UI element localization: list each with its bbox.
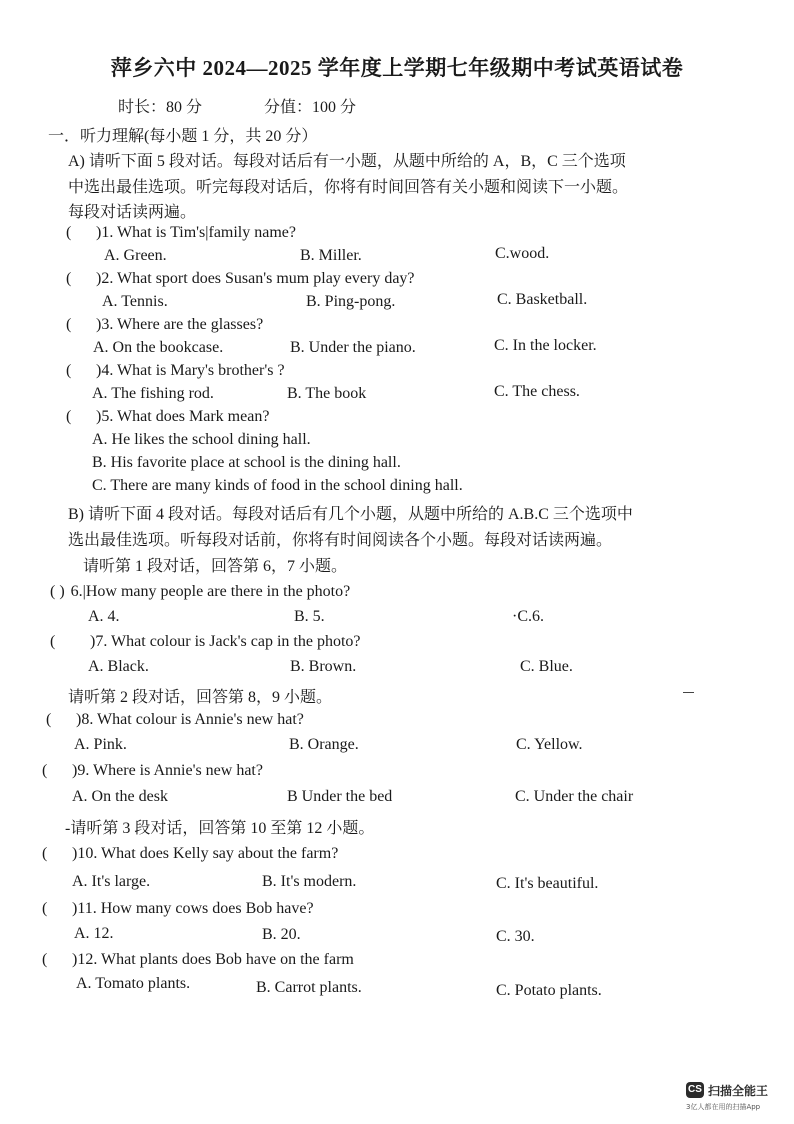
watermark-name: 扫描全能王 bbox=[708, 1084, 769, 1098]
q2-option-b: B. Ping-pong. bbox=[306, 293, 396, 310]
q8-option-a: A. Pink. bbox=[74, 736, 127, 753]
answer-paren: ( bbox=[46, 711, 52, 728]
exam-title: 萍乡六中 2024—2025 学年度上学期七年级期中考试英语试卷 bbox=[110, 56, 684, 80]
answer-paren: ( bbox=[66, 316, 72, 333]
exam-duration: 时长：80 分 bbox=[118, 99, 203, 116]
q3-option-c: C. In the locker. bbox=[494, 337, 597, 354]
part-a-instruction-1: A) 请听下面 5 段对话。每段对话后有一小题，从题中所给的 A，B，C 三个选项 bbox=[68, 153, 626, 170]
q10-option-b: B. It's modern. bbox=[262, 873, 357, 890]
part-b-instruction-1: B) 请听下面 4 段对话。每段对话后有几个小题，从题中所给的 A.B.C 三个选项中 bbox=[68, 506, 633, 523]
q3-option-b: B. Under the piano. bbox=[290, 339, 416, 356]
q6-option-c: ·C.6. bbox=[512, 608, 544, 625]
question-text: )1. What is Tim's|family name? bbox=[96, 224, 296, 241]
part-a-instruction-2: 中选出最佳选项。听完每段对话后，你将有时间回答有关小题和阅读下一小题。 bbox=[68, 179, 629, 196]
q9-option-b: B Under the bed bbox=[287, 788, 393, 805]
question-9 bbox=[42, 762, 263, 780]
q9-option-a: A. On the desk bbox=[72, 788, 168, 805]
question-text: )8. What colour is Annie's new hat? bbox=[76, 711, 304, 728]
q8-option-c: C. Yellow. bbox=[516, 736, 583, 753]
part-b-sub-2: 请听第 2 段对话，回答第 8，9 小题。 bbox=[68, 689, 333, 706]
question-1 bbox=[66, 224, 296, 242]
q4-option-b: B. The book bbox=[287, 385, 367, 402]
part-b-sub-3: -请听第 3 段对话，回答第 10 至第 12 小题。 bbox=[65, 820, 375, 837]
q7-option-b: B. Brown. bbox=[290, 658, 357, 675]
q5-option-b: B. His favorite place at school is the dining hall. bbox=[92, 454, 401, 471]
q6-option-a: A. 4. bbox=[88, 608, 120, 625]
question-5 bbox=[66, 408, 269, 426]
question-text: )12. What plants does Bob have on the farm bbox=[72, 951, 354, 968]
question-text: )3. Where are the glasses? bbox=[96, 316, 264, 333]
part-b-instruction-2: 选出最佳选项。听每段对话前，你将有时间阅读各个小题。每段对话读两遍。 bbox=[68, 532, 613, 549]
answer-paren: ( bbox=[42, 845, 48, 862]
question-2 bbox=[66, 270, 415, 288]
question-4 bbox=[66, 362, 285, 380]
question-3 bbox=[66, 316, 263, 334]
question-text: )7. What colour is Jack's cap in the photo? bbox=[90, 633, 361, 650]
question-6 bbox=[50, 583, 350, 601]
part-b-sub-1: 请听第 1 段对话，回答第 6，7 小题。 bbox=[83, 558, 348, 575]
answer-paren: ( bbox=[66, 408, 72, 425]
q4-option-a: A. The fishing rod. bbox=[92, 385, 214, 402]
q12-option-b: B. Carrot plants. bbox=[256, 979, 362, 996]
q3-option-a: A. On the bookcase. bbox=[93, 339, 224, 356]
answer-paren: ( bbox=[42, 951, 48, 968]
q4-option-c: C. The chess. bbox=[494, 383, 580, 400]
q10-option-a: A. It's large. bbox=[72, 873, 151, 890]
section-heading: 一．听力理解(每小题 1 分，共 20 分） bbox=[48, 128, 318, 145]
answer-paren: ( bbox=[66, 362, 72, 379]
question-text: )11. How many cows does Bob have? bbox=[72, 900, 314, 917]
exam-meta bbox=[118, 94, 414, 117]
question-text: )10. What does Kelly say about the farm? bbox=[72, 845, 339, 862]
question-12 bbox=[42, 951, 354, 969]
watermark-subtitle: 3亿人都在用的扫描App bbox=[686, 1103, 761, 1111]
question-text: )5. What does Mark mean? bbox=[96, 408, 270, 425]
q11-option-a: A. 12. bbox=[74, 925, 114, 942]
answer-paren: ( bbox=[66, 270, 72, 287]
q5-option-a: A. He likes the school dining hall. bbox=[92, 431, 311, 448]
answer-paren: ( bbox=[42, 900, 48, 917]
camscanner-icon: CS bbox=[686, 1082, 704, 1098]
question-11 bbox=[42, 900, 314, 918]
answer-paren: ( bbox=[42, 762, 48, 779]
q2-option-a: A. Tennis. bbox=[102, 293, 168, 310]
q5-option-c: C. There are many kinds of food in the school dining hall. bbox=[92, 477, 463, 494]
q12-option-a: A. Tomato plants. bbox=[76, 975, 191, 992]
answer-paren: ( bbox=[50, 633, 56, 650]
q8-option-b: B. Orange. bbox=[289, 736, 359, 753]
question-text: )2. What sport does Susan's mum play every day? bbox=[96, 270, 415, 287]
q7-option-a: A. Black. bbox=[88, 658, 149, 675]
q11-option-b: B. 20. bbox=[262, 926, 301, 943]
q11-option-c: C. 30. bbox=[496, 928, 535, 945]
question-7 bbox=[50, 633, 361, 651]
q2-option-c: C. Basketball. bbox=[497, 291, 588, 308]
question-8 bbox=[46, 711, 304, 729]
q1-option-b: B. Miller. bbox=[300, 247, 362, 264]
part-a-instruction-3: 每段对话读两遍。 bbox=[68, 204, 197, 221]
q9-option-c: C. Under the chair bbox=[515, 788, 634, 805]
answer-paren: ( bbox=[66, 224, 72, 241]
scanner-watermark bbox=[686, 1082, 786, 1116]
q12-option-c: C. Potato plants. bbox=[496, 982, 602, 999]
question-10 bbox=[42, 845, 338, 863]
question-text: )4. What is Mary's brother's ? bbox=[96, 362, 285, 379]
q1-option-a: A. Green. bbox=[104, 247, 167, 264]
question-text: )9. Where is Annie's new hat? bbox=[72, 762, 263, 779]
q1-option-c: C.wood. bbox=[495, 245, 550, 262]
q7-option-c: C. Blue. bbox=[520, 658, 573, 675]
question-text: 6.|How many people are there in the photo? bbox=[70, 583, 351, 600]
q10-option-c: C. It's beautiful. bbox=[496, 875, 599, 892]
exam-score: 分值：100 分 bbox=[264, 99, 357, 116]
q6-option-b: B. 5. bbox=[294, 608, 325, 625]
answer-paren: ( ) bbox=[50, 583, 65, 600]
stray-mark bbox=[683, 692, 694, 693]
